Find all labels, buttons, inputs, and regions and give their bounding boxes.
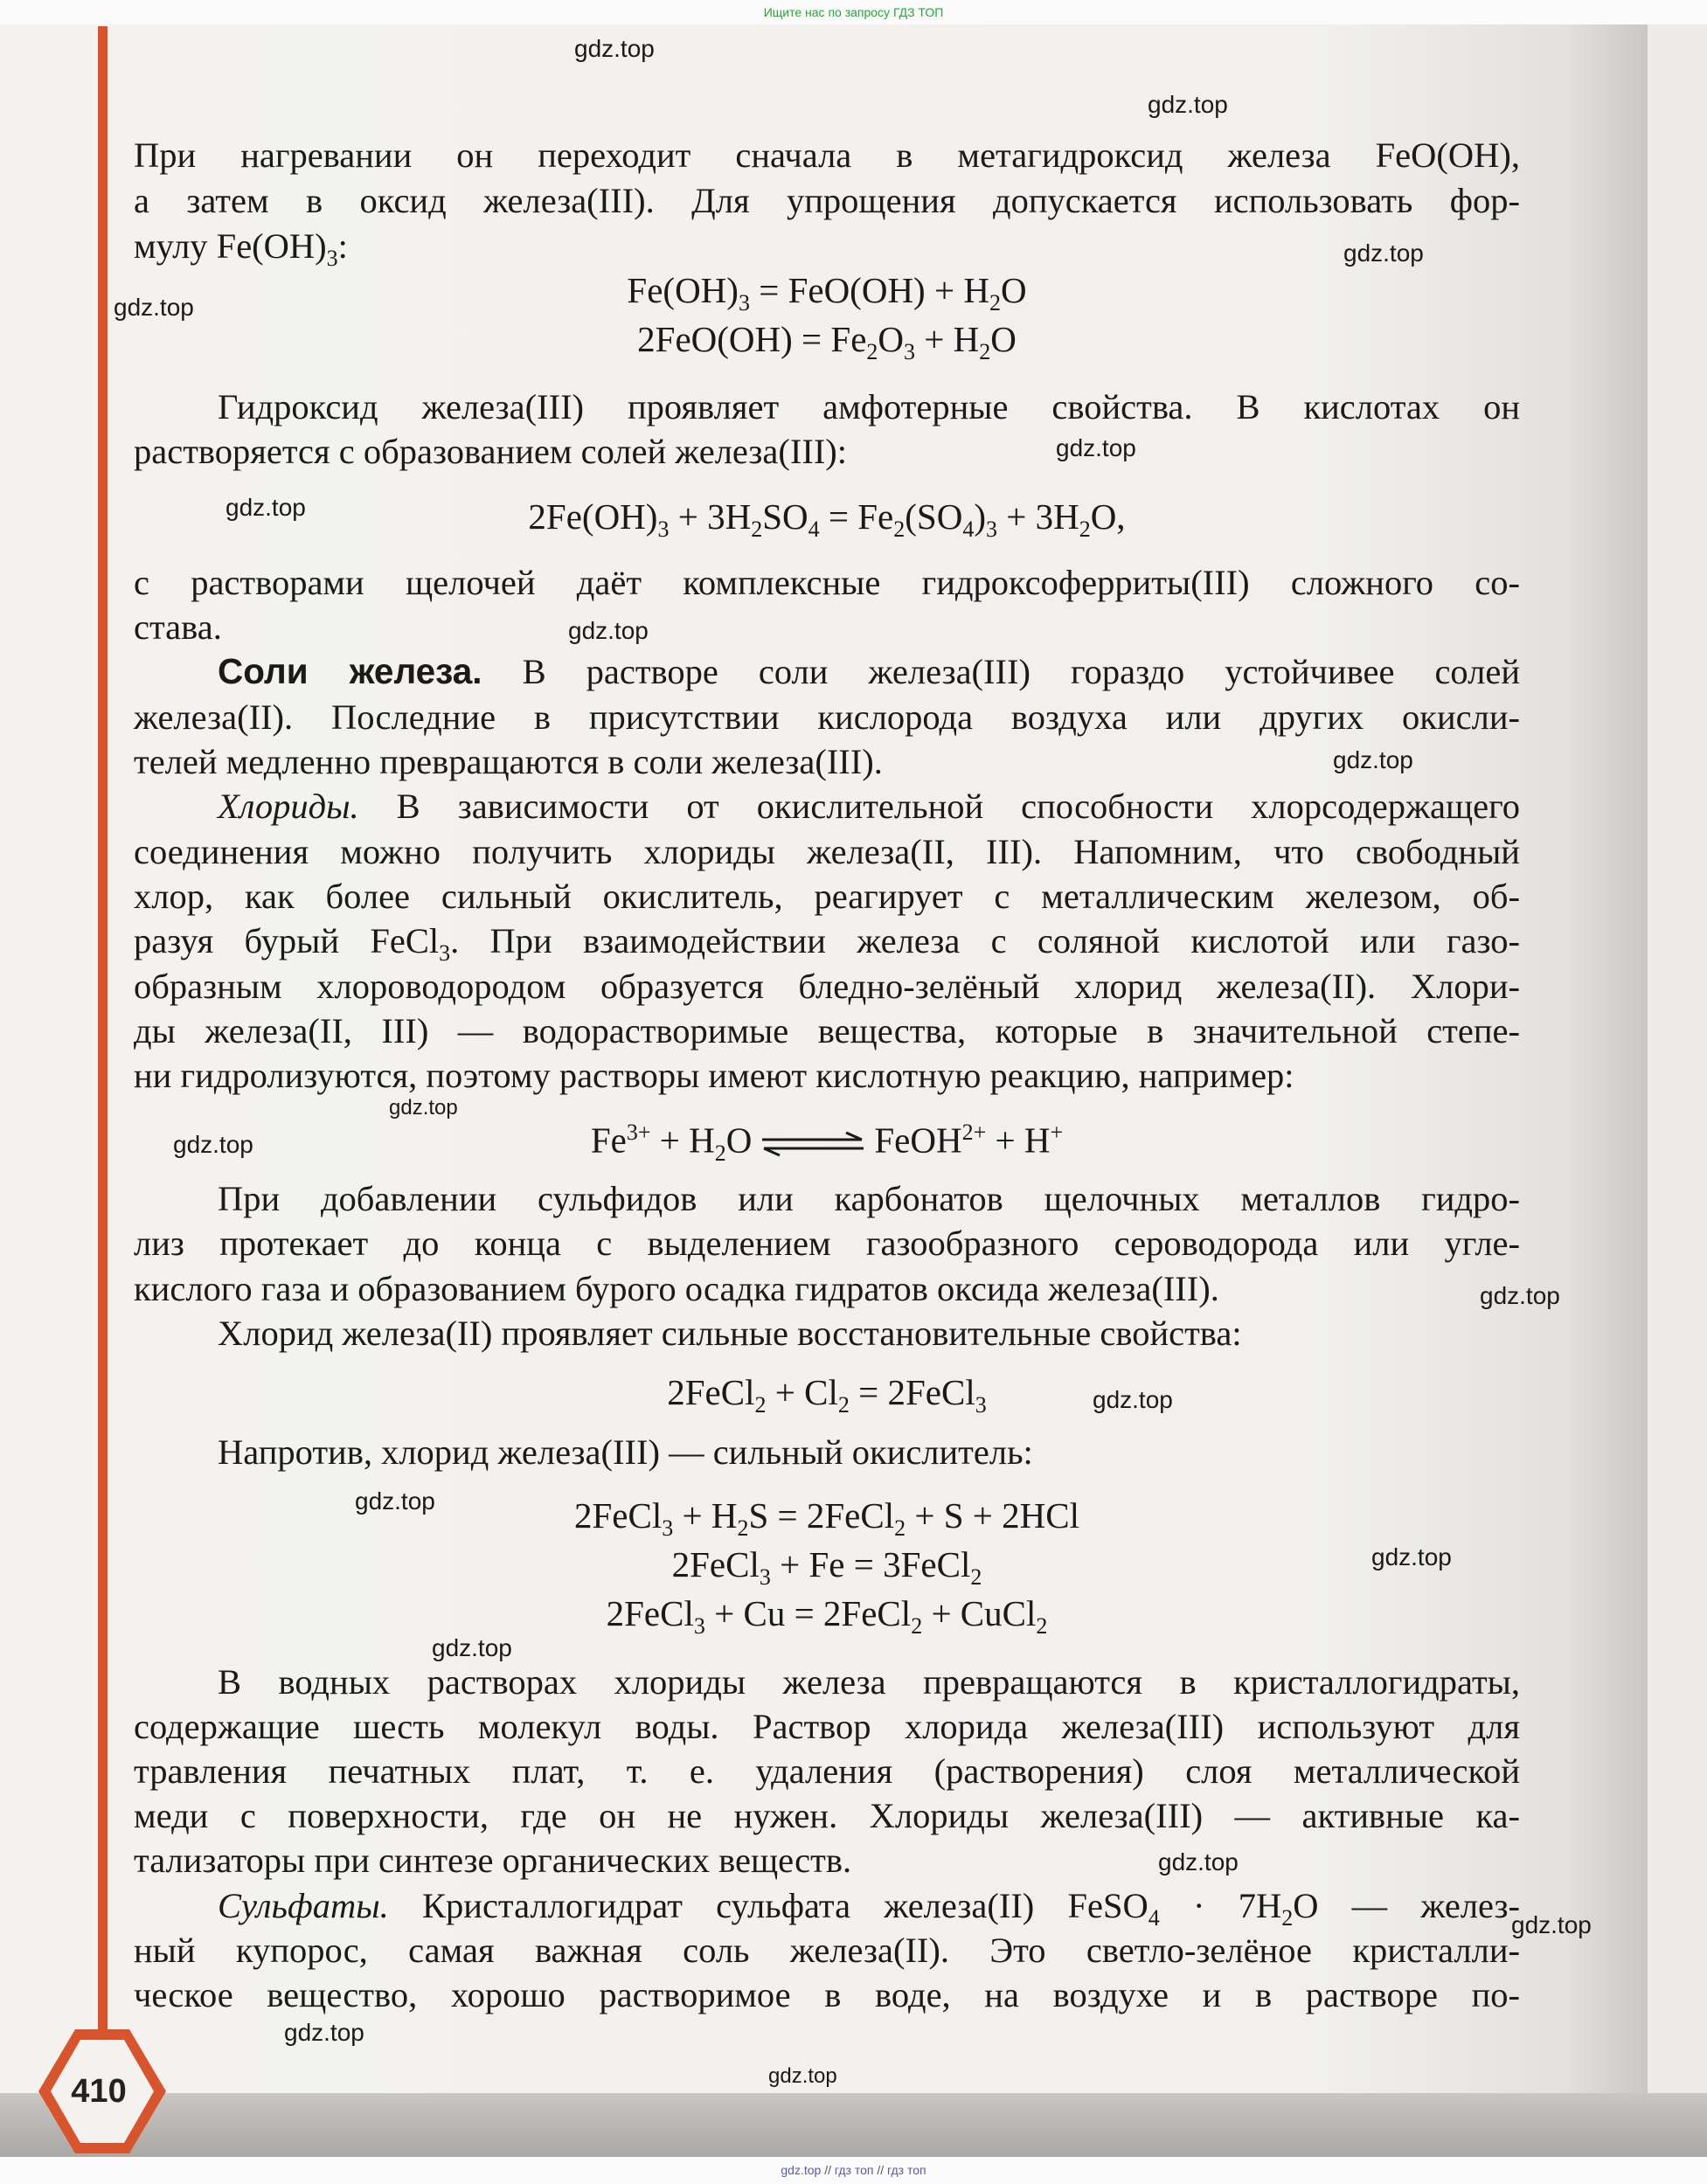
text-line: Хлориды. В зависимости от окислительной способности хлорсодержащего [218, 787, 1520, 826]
watermark: gdz.top [173, 1131, 253, 1158]
equilibrium-arrows-icon [759, 1131, 867, 1157]
equation: 2FeCl$_3$ + Fe = 3FeCl$_2$ [671, 1544, 982, 1591]
text-line: Гидроксид железа(III) проявляет амфотерные свойства. В кислотах он [218, 387, 1520, 426]
equation: 2FeCl$_3$ + $H_2S$ = 2FeCl$_2$ + S + 2HCl [573, 1495, 1080, 1542]
watermark: gdz.top [1056, 434, 1136, 461]
text-line: с растворами щелочей даёт комплексные гидроксоферриты(III) сложного со- [134, 563, 1520, 602]
text-line: При нагревании он переходит сначала в метагидроксид железа FeO(OH), [134, 135, 1520, 175]
equation: $2FeO(OH) = Fe_2O_3 + H_2O$ [637, 319, 1017, 365]
text-line: Хлорид железа(II) проявляет сильные восстановительные свойства: [218, 1314, 1242, 1353]
section-heading: Соли железа. [218, 651, 482, 691]
text-line: мулу $Fe(OH)_3$: [134, 226, 348, 272]
text-line: соединения можно получить хлориды железа(II, III). Напомним, что свободный [134, 832, 1520, 871]
text-line: ни гидролизуются, поэтому растворы имеют кислотную реакцию, например: [134, 1056, 1294, 1095]
watermark: gdz.top [1371, 1543, 1452, 1570]
equation: 2FeCl$_2$ + $Cl_2$ = 2FeCl$_3$ [667, 1372, 987, 1418]
watermark: gdz.top [284, 2019, 364, 2046]
page-bottom-band [0, 2093, 1707, 2157]
subsection-heading: Хлориды. [218, 787, 359, 826]
watermark: gdz.top [226, 494, 306, 521]
text-line: При добавлении сульфидов или карбонатов щелочных металлов гидро- [218, 1179, 1520, 1218]
text-line: Соли железа. В растворе соли железа(III) гораздо устойчивее солей [218, 651, 1520, 691]
watermark: gdz.top [1093, 1386, 1173, 1413]
text-line: ческое вещество, хорошо растворимое в воде, на воздухе и в растворе по- [134, 1975, 1520, 2014]
text-line: меди с поверхности, где он не нужен. Хлориды железа(III) — активные ка- [134, 1796, 1520, 1835]
watermark: gdz.top [389, 1096, 458, 1120]
text-line: растворяется с образованием солей железа(III): [134, 432, 848, 471]
text-line: ды железа(II, III) — водорастворимые вещества, которые в значительной степе- [134, 1011, 1520, 1050]
watermark: gdz.top [1333, 746, 1413, 773]
text-line: кислого газа и образованием бурого осадка гидратов оксида железа(III). [134, 1269, 1219, 1308]
watermark: gdz.top [1158, 1848, 1239, 1875]
margin-accent-bar [98, 26, 108, 2036]
watermark: gdz.top [114, 294, 194, 321]
watermark: gdz.top [355, 1487, 435, 1515]
watermark: gdz.top [1343, 239, 1424, 267]
watermark: gdz.top [1148, 91, 1228, 118]
bottom-banner: gdz.top // гдз топ // гдз топ [0, 2157, 1707, 2184]
watermark: gdz.top [574, 35, 655, 62]
equation: $2Fe(OH)_3 + 3H_2SO_4 = Fe_2(SO_4)_3 + 3H_2O$, [528, 496, 1126, 543]
watermark: gdz.top [768, 2064, 837, 2088]
text-line: содержащие шесть молекул воды. Раствор хлорида железа(III) используют для [134, 1707, 1520, 1746]
text-line: Сульфаты. Кристаллогидрат сульфата железа(II) FeSO$_4$ · $7H_2O$ — желез- [218, 1886, 1520, 1931]
text-line: железа(II). Последние в присутствии кислорода воздуха или других окисли- [134, 697, 1520, 737]
equation: $Fe^{3+} + H_2O$ FeOH$^{2+}$ + H+ [590, 1120, 1064, 1166]
text-line: става. [134, 607, 222, 647]
text-line: а затем в оксид железа(III). Для упрощения допускается использовать фор- [134, 181, 1520, 220]
watermark: gdz.top [568, 617, 649, 644]
equation: 2FeCl$_3$ + Cu = 2FeCl$_2$ + CuCl$_2$ [606, 1593, 1048, 1640]
text-line: разуя бурый FeCl$_3$. При взаимодействии железа с соляной кислотой или газо- [134, 921, 1520, 967]
text-line: ный купорос, самая важная соль железа(II). Это светло-зелёное кристалли- [134, 1931, 1520, 1970]
text-line: Напротив, хлорид железа(III) — сильный окислитель: [218, 1432, 1033, 1472]
top-banner: Ищите нас по запросу ГДЗ ТОП [0, 0, 1707, 24]
text-line: травления печатных плат, т. е. удаления (растворения) слоя металлической [134, 1751, 1520, 1791]
text-line: телей медленно превращаются в соли железа(III). [134, 742, 883, 781]
watermark: gdz.top [1511, 1911, 1592, 1938]
text-line: образным хлороводородом образуется бледно-зелёный хлорид железа(II). Хлори- [134, 967, 1520, 1006]
text-line: хлор, как более сильный окислитель, реагирует с металлическим железом, об- [134, 877, 1520, 916]
watermark: gdz.top [1480, 1282, 1560, 1309]
watermark: gdz.top [432, 1634, 512, 1661]
equation: $Fe(OH)_3 = FeO(OH) + H_2O$ [627, 270, 1027, 316]
text-line: тализаторы при синтезе органических веществ. [134, 1841, 852, 1880]
text-line: В водных растворах хлориды железа превращаются в кристаллогидраты, [218, 1662, 1520, 1702]
page-number: 410 [71, 2073, 127, 2110]
subsection-heading: Сульфаты. [218, 1886, 389, 1925]
text-line: лиз протекает до конца с выделением газообразного сероводорода или угле- [134, 1224, 1520, 1263]
